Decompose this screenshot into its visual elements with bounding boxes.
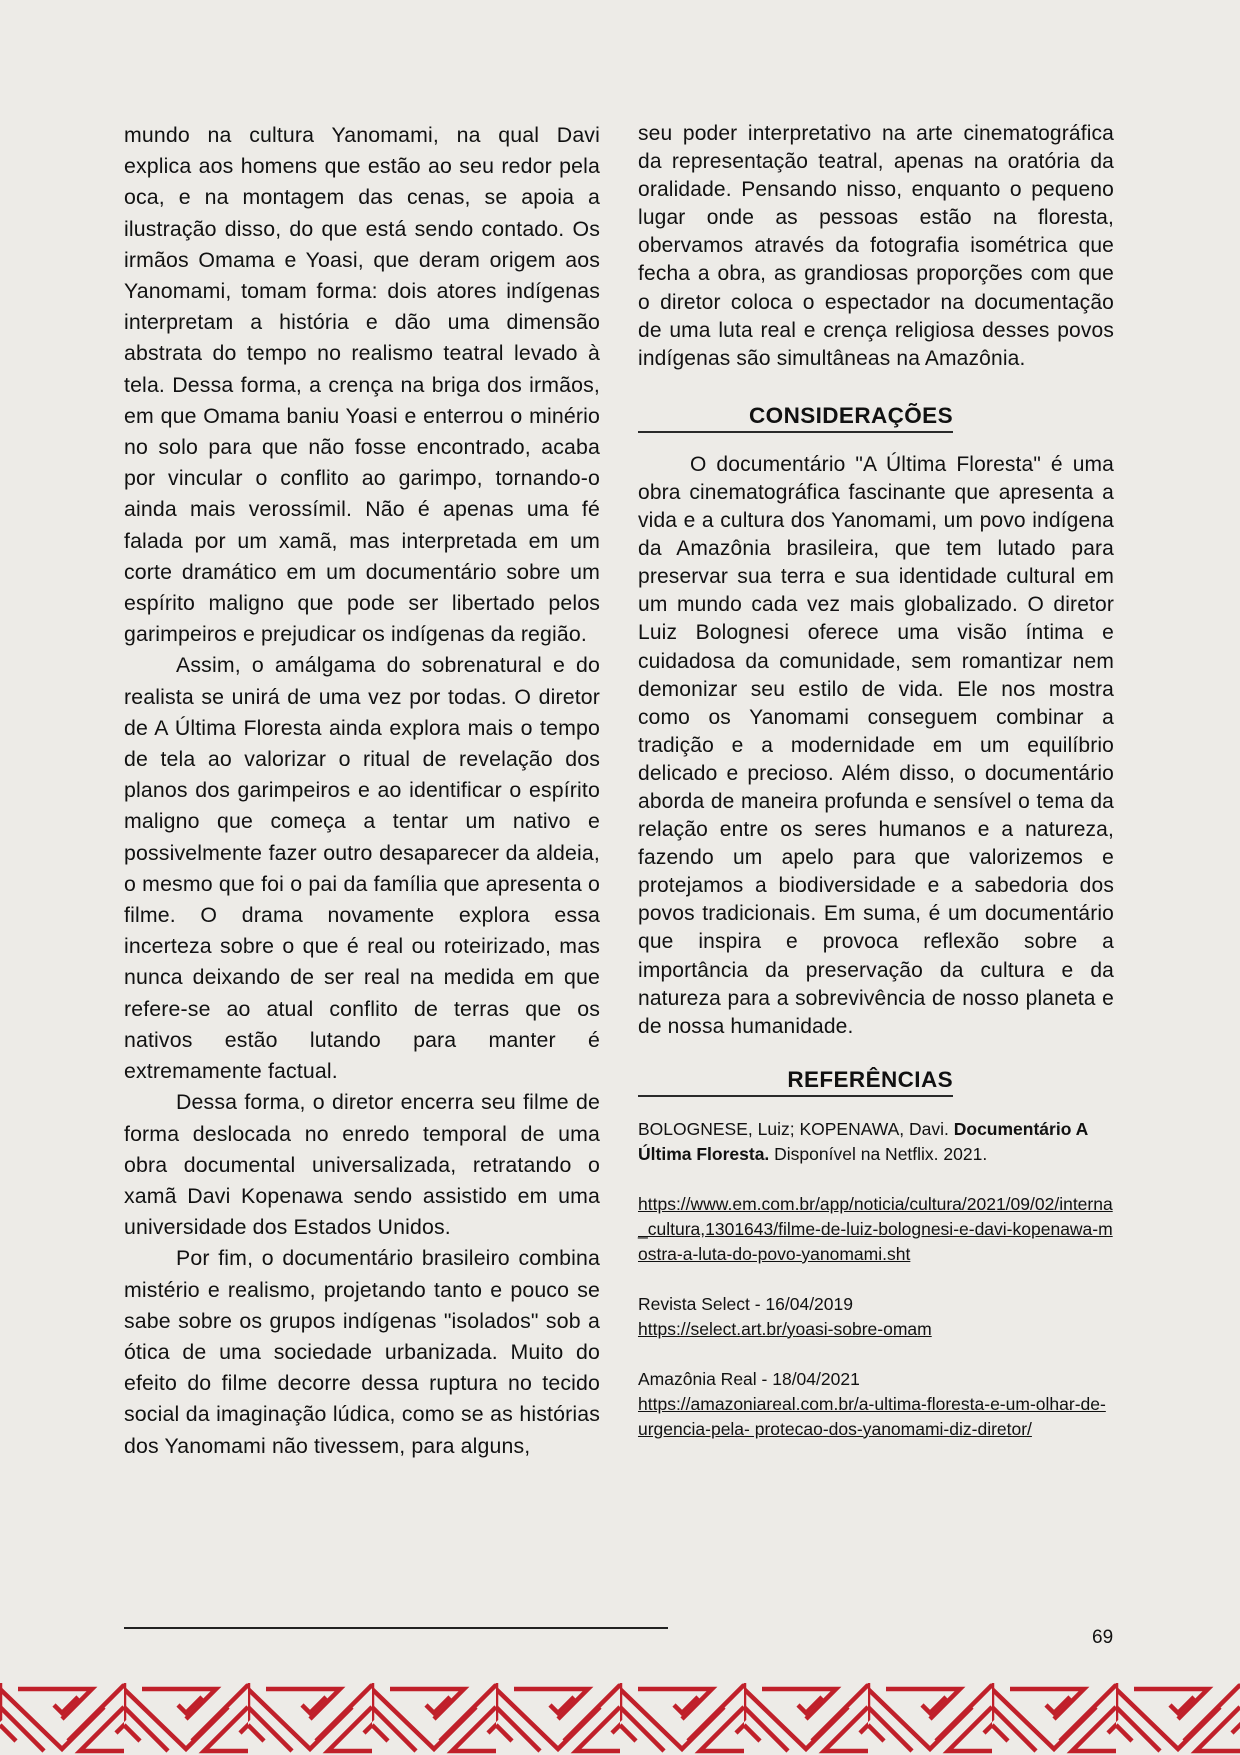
left-column: [124, 120, 600, 1462]
paragraph: mundo na cultura Yanomami, na qual Davi explica aos homens que estão ao seu redor pela oca, e na montagem das cenas, se apoia a ilustração disso, do que está sendo contado. Os irmãos Omama e Yoasi, que deram origem aos Yanomami, tomam forma: dois atores indígenas interpretam a história e dão uma dimensão abstrata do tempo no realismo teatral levado à tela. Dessa forma, a crença na briga dos irmãos, em que Omama baniu Yoasi e enterrou o minério no solo para que não fosse encontrado, acaba por vincular o conflito ao garimpo, tornando-o ainda mais verossímil. Não é apenas uma fé falada por um xamã, mas interpretada em um corte dramático em um documentário sobre um espírito maligno que pode ser libertado pelos garimpeiros e prejudicar os indígenas da região.: [124, 123, 600, 647]
reference-title: Documentário A Última Floresta.: [638, 1118, 1088, 1164]
reference-item: [638, 1292, 1114, 1342]
reference-item: [638, 1367, 1114, 1442]
reference-link[interactable]: https://www.em.com.br/app/noticia/cultura/2021/09/02/interna_cultura,1301643/filme-de-luiz-bolognesi-e-davi-kopenawa-mostra-a-luta-do-povo-yanomami.sht: [638, 1193, 1113, 1264]
reference-link[interactable]: https://amazoniareal.com.br/a-ultima-floresta-e-um-olhar-de-urgencia-pela- protecao-dos-yanomami-diz-diretor/: [638, 1393, 1106, 1439]
section-heading-consideracoes: CONSIDERAÇÕES: [638, 403, 953, 433]
consideracoes-section: [638, 451, 1114, 1041]
paragraph: O documentário "A Última Floresta" é uma obra cinematográfica fascinante que apresenta a vida e a cultura dos Yanomami, um povo indígena da Amazônia brasileira, que tem lutado para preservar sua terra e sua identidade cultural em um mundo cada vez mais globalizado. O diretor Luiz Bolognesi oferece uma visão íntima e cuidadosa da comunidade, sem romantizar nem demonizar seu estilo de vida. Ele nos mostra como os Yanomami conseguem combinar a tradição e a modernidade em um equilíbrio delicado e precioso. Além disso, o documentário aborda de maneira profunda e sensível o tema da relação entre os seres humanos e a natureza, fazendo um apelo para que valorizemos e protejamos a biodiversidade e a sabedoria dos povos tradicionais. Em suma, é um documentário que inspira e provoca reflexão sobre a importância da preservação da cultura e da natureza para a sobrevivência de nosso planeta e de nossa humanidade.: [638, 452, 1114, 1038]
paragraph: Dessa forma, o diretor encerra seu filme de forma deslocada no enredo temporal de uma obra documental universalizada, retratando o xamã Davi Kopenawa sendo assistido em uma universidade dos Estados Unidos.: [124, 1090, 600, 1240]
references-list: [638, 1117, 1114, 1442]
reference-item: [638, 1117, 1114, 1167]
reference-item: [638, 1192, 1114, 1267]
reference-source: Disponível na Netflix. 2021.: [769, 1143, 988, 1164]
reference-label: Amazônia Real - 18/04/2021: [638, 1368, 860, 1389]
paragraph: Assim, o amálgama do sobrenatural e do realista se unirá de uma vez por todas. O diretor de A Última Floresta ainda explora mais o tempo de tela ao valorizar o ritual de revelação dos planos dos garimpeiros e ao identificar o espírito maligno que começa a tentar um nativo e possivelmente fazer outro desaparecer da aldeia, o mesmo que foi o pai da família que apresenta o filme. O drama novamente explora essa incerteza sobre o que é real ou roteirizado, mas nunca deixando de ser real na medida em que refere-se ao atual conflito de terras que os nativos estão lutando para manter é extremamente factual.: [124, 653, 600, 1084]
right-column: [638, 120, 1114, 1467]
reference-link[interactable]: https://select.art.br/yoasi-sobre-omam: [638, 1318, 932, 1339]
footnote-divider: [124, 1627, 668, 1629]
paragraph: Por fim, o documentário brasileiro combina mistério e realismo, projetando tanto e pouco se sabe sobre os grupos indígenas "isolados" sob a ótica de uma sociedade urbanizada. Muito do efeito do filme decorre dessa ruptura no tecido social da imaginação lúdica, como se as histórias dos Yanomami não tivessem, para alguns,: [124, 1246, 600, 1458]
reference-label: Revista Select - 16/04/2019: [638, 1293, 853, 1314]
page-number: 69: [1092, 1627, 1114, 1648]
geometric-border-pattern-icon: [0, 1683, 1240, 1755]
reference-authors: BOLOGNESE, Luiz; KOPENAWA, Davi.: [638, 1118, 954, 1139]
paragraph-continuation: seu poder interpretativo na arte cinematográfica da representação teatral, apenas na oratória da oralidade. Pensando nisso, enquanto o pequeno lugar onde as pessoas estão na floresta, obervamos através da fotografia isométrica que fecha a obra, as grandiosas proporções com que o diretor coloca o espectador na documentação de uma luta real e crença religiosa desses povos indígenas são simultâneas na Amazônia.: [638, 122, 1114, 370]
section-heading-referencias: REFERÊNCIAS: [638, 1067, 953, 1097]
